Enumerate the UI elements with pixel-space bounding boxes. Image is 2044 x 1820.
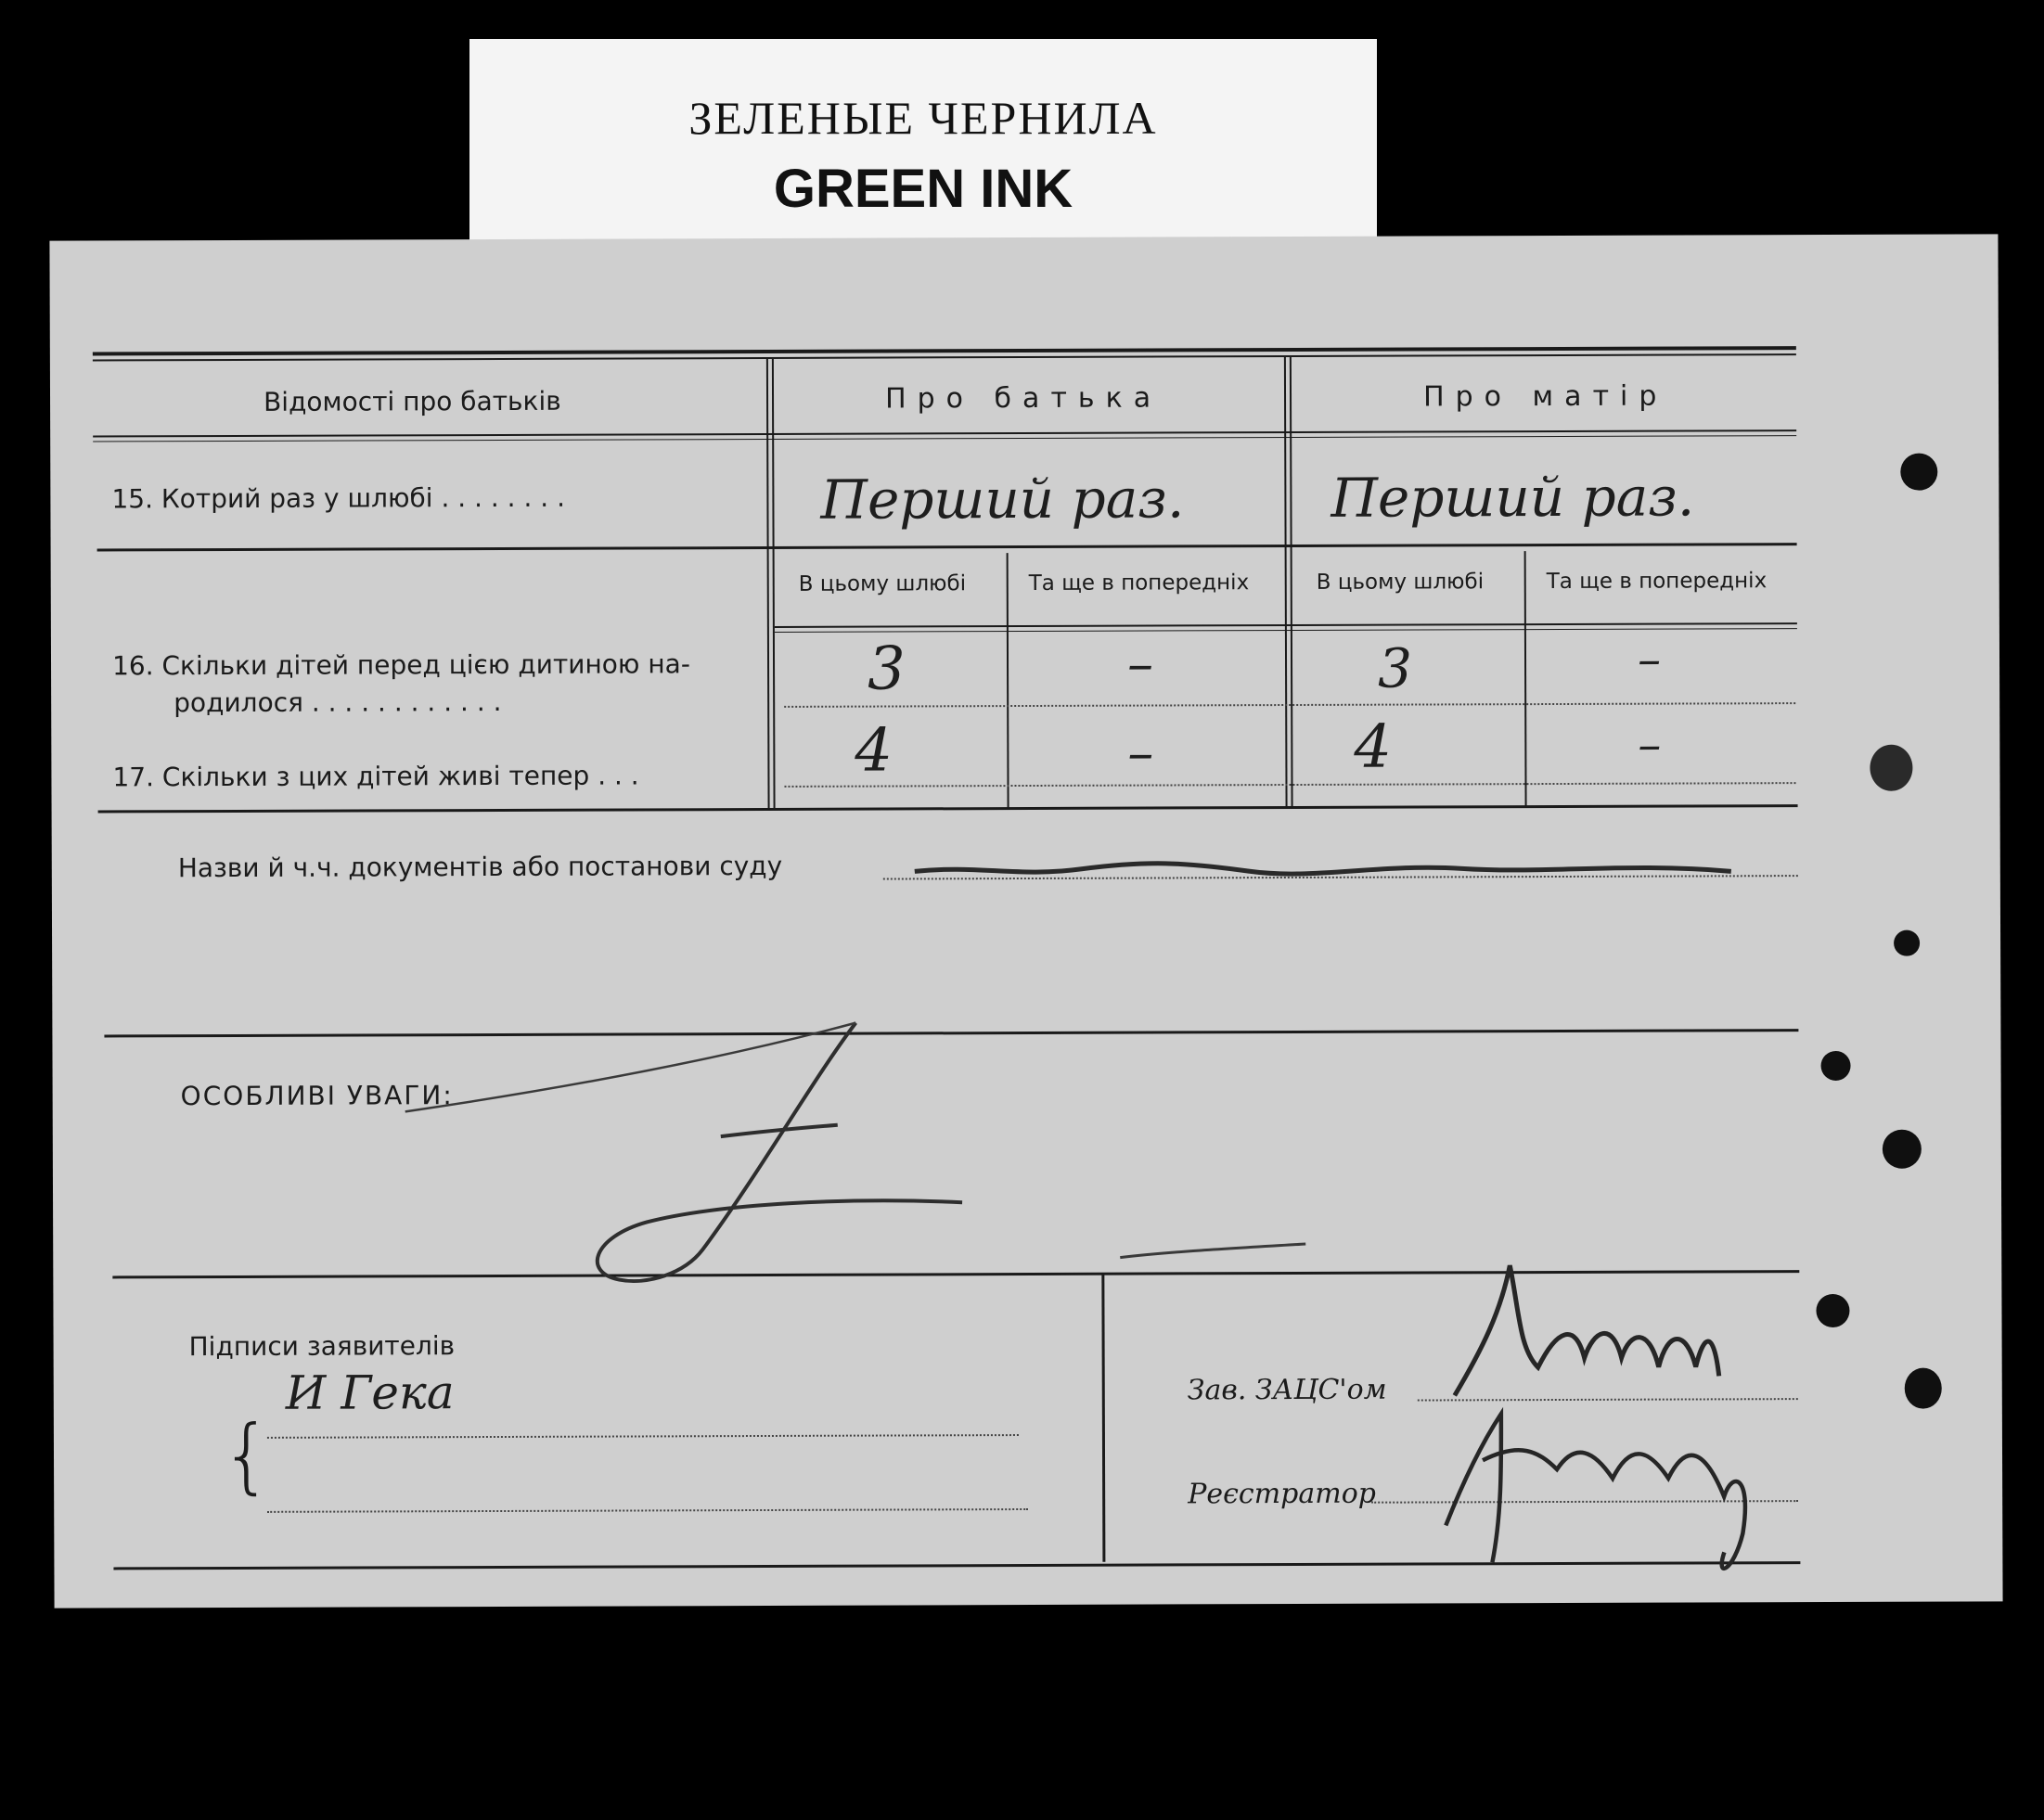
- q16-label-line2: родилося . . . . . . . . . . . .: [174, 686, 502, 719]
- subheader-father-prev: Та ще в попередніх: [1028, 570, 1250, 596]
- q15-father-answer: Перший раз.: [820, 467, 1185, 532]
- subheader-father-this: В цьому шлюбі: [798, 571, 967, 596]
- q15-label: 15. Котрий раз у шлюбі . . . . . . . .: [111, 481, 566, 515]
- q16-father-prev: –: [1126, 634, 1154, 695]
- subheader-mother-prev: Та ще в попередніх: [1546, 569, 1768, 595]
- q16-mother-prev: –: [1637, 632, 1662, 686]
- q17-label: 17. Скільки з цих дітей живі тепер . . .: [112, 760, 639, 793]
- signature-bracket: {: [220, 1406, 274, 1504]
- documents-label: Назви й ч.ч. документів або постанови суду: [177, 850, 783, 884]
- q16-mother-this: 3: [1377, 636, 1413, 700]
- q16-label-line1: 16. Скільки дітей перед цією дитиною на-: [111, 648, 690, 682]
- subheader-mother-this: В цьому шлюбі: [1316, 570, 1485, 595]
- q17-father-this: 4: [855, 716, 893, 786]
- applicant-signature: И Гека: [285, 1365, 455, 1420]
- header-father: Про батька: [884, 381, 1163, 416]
- q15-mother-answer: Перший раз.: [1331, 465, 1695, 530]
- q17-mother-prev: –: [1638, 717, 1662, 772]
- document-sheet: [49, 234, 2002, 1608]
- remarks-label: ОСОБЛИВІ УВАГИ:: [180, 1080, 454, 1112]
- label-english: GREEN INK: [773, 159, 1073, 219]
- label-russian: ЗЕЛЕНЫЕ ЧЕРНИЛА: [688, 92, 1158, 144]
- head-of-registry-label: Зав. ЗАЦС'ом: [1187, 1373, 1387, 1407]
- header-mother: Про матір: [1422, 379, 1668, 414]
- header-parents-info: Відомості про батьків: [263, 385, 561, 417]
- applicants-signatures-label: Підписи заявителів: [188, 1330, 456, 1363]
- q17-mother-this: 4: [1354, 712, 1393, 782]
- q16-father-this: 3: [867, 634, 906, 704]
- handwriting-strokes: [49, 234, 2002, 1608]
- archive-label-card: [469, 39, 1377, 245]
- registrar-label: Реєстратор: [1188, 1477, 1377, 1511]
- q17-father-prev: –: [1127, 723, 1154, 784]
